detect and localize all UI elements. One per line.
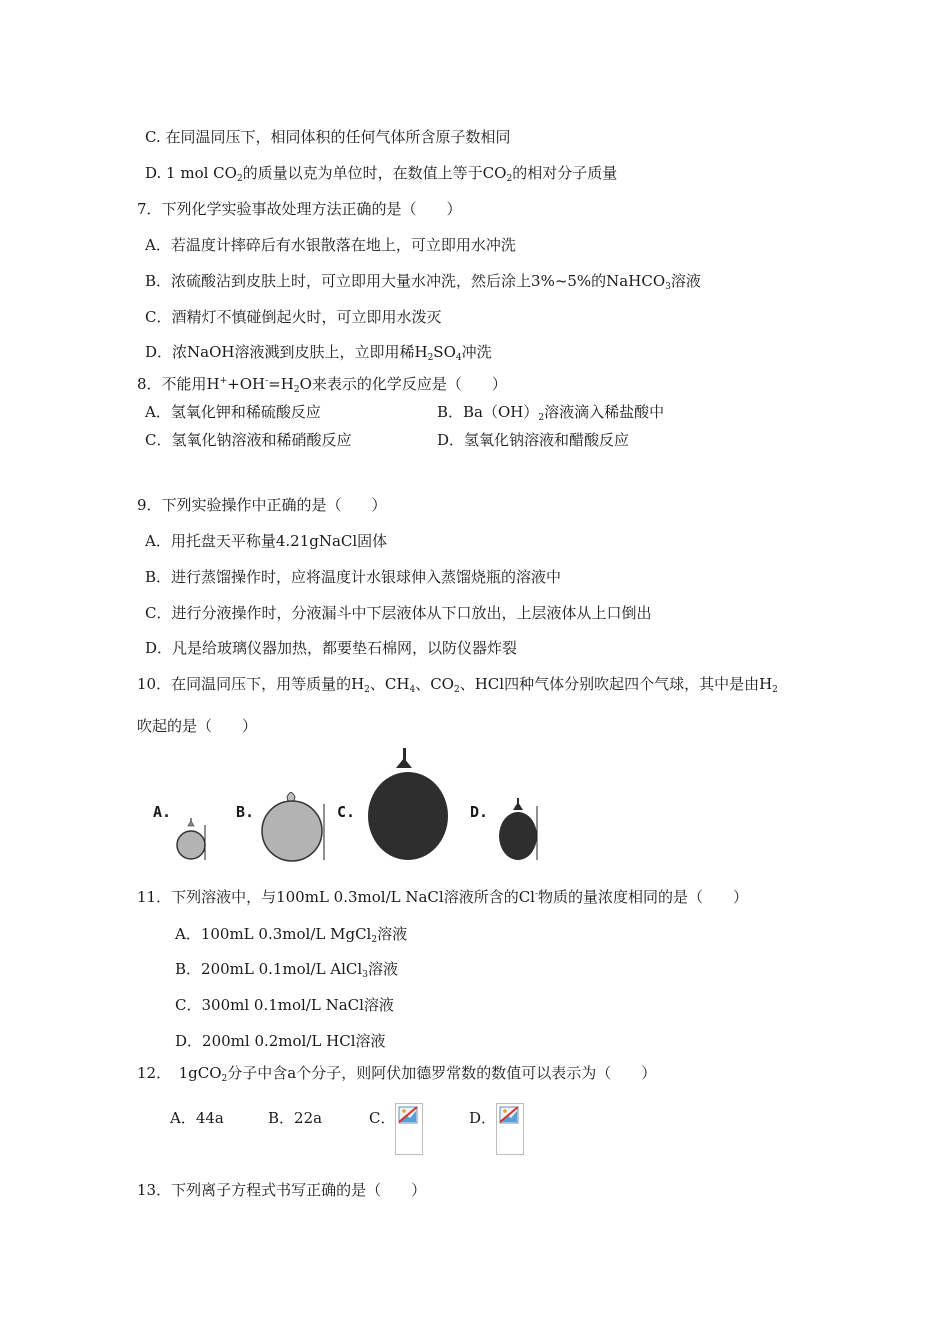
balloon-d <box>499 798 537 860</box>
q9-option-a: A．用托盘天平称量4.21gNaCl固体 <box>145 532 388 550</box>
q7-stem: 7．下列化学实验事故处理方法正确的是（ ） <box>137 200 462 218</box>
q9-option-d: D．凡是给玻璃仪器加热，都要垫石棉网，以防仪器炸裂 <box>145 639 518 657</box>
q11-option-d: D．200ml 0.2mol/L HCl溶液 <box>175 1032 386 1050</box>
q6-option-d: D. 1 mol $CO_2$的质量以克为单位时，在数值上等于$CO_2$的相对分子质量 <box>145 164 618 184</box>
q9-stem: 9．下列实验操作中正确的是（ ） <box>137 496 387 514</box>
q8-option-d: D．氢氧化钠溶液和醋酸反应 <box>437 431 630 449</box>
q13-stem: 13．下列离子方程式书写正确的是（ ） <box>137 1181 427 1199</box>
q7-option-b: B．浓硫酸沾到皮肤上时，可立即用大量水冲洗，然后涂上3%~5%的NaHCO$_3$溶液 <box>145 272 701 292</box>
q10-stem-line2: 吹起的是（ ） <box>137 717 258 735</box>
q9-option-c: C．进行分液操作时，分液漏斗中下层液体从下口放出，上层液体从上口倒出 <box>145 604 652 622</box>
q11-option-a: A．100mL 0.3mol/L MgCl$_2$溶液 <box>175 925 408 945</box>
balloon-a <box>177 818 205 860</box>
balloon-c <box>368 748 448 860</box>
q12-option-a: A．44a <box>170 1109 224 1127</box>
q7-option-a: A．若温度计摔碎后有水银散落在地上，可立即用水冲洗 <box>145 236 516 254</box>
q11-stem: 11．下列溶液中，与100mL 0.3mol/L NaCl溶液所含的Cl-物质的量浓度相同的是（ ） <box>137 888 749 906</box>
balloons-figure <box>0 740 950 870</box>
q12-stem: 12． 1gCO$_2$分子中含a个分子，则阿伏加德罗常数的数值可以表示为（ ） <box>137 1064 657 1084</box>
balloon-label-c: C. <box>337 803 356 821</box>
q12-option-c: C． <box>369 1109 396 1127</box>
q7-option-c: C．酒精灯不慎碰倒起火时，可立即用水泼灭 <box>145 308 442 326</box>
q8-option-b: B．$Ba(OH)_2$溶液滴入稀盐酸中 <box>437 403 665 423</box>
q6-option-c: C. 在同温同压下，相同体积的任何气体所含原子数相同 <box>145 128 511 146</box>
balloon-label-a: A. <box>153 803 172 821</box>
q7-option-d: D．浓NaOH溶液溅到皮肤上，立即用稀$H_2SO_4$冲洗 <box>145 343 492 363</box>
q8-option-c: C．氢氧化钠溶液和稀硝酸反应 <box>145 431 352 449</box>
q8-option-a: A．氢氧化钾和稀硫酸反应 <box>145 403 321 421</box>
q8-stem: 8．不能用$H^++OH^-=H_2O$来表示的化学反应是（ ） <box>137 375 507 395</box>
balloon-b <box>262 793 324 862</box>
q12-option-d: D． <box>469 1109 497 1127</box>
q11-option-c: C．300ml 0.1mol/L NaCl溶液 <box>175 996 394 1014</box>
q11-option-b: B．200mL 0.1mol/L AlCl$_3$溶液 <box>175 960 398 980</box>
q10-stem: 10．在同温同压下，用等质量的$H_2$、$CH_4$、$CO_2$、HCl四种气体分别吹起四个气球，其中是由$H_2$ <box>137 675 778 695</box>
q9-option-b: B．进行蒸馏操作时，应将温度计水银球伸入蒸馏烧瓶的溶液中 <box>145 568 562 586</box>
balloon-label-d: D. <box>470 803 489 821</box>
broken-image-icon <box>395 1103 423 1155</box>
q12-option-b: B．22a <box>268 1109 323 1127</box>
balloon-label-b: B. <box>236 803 255 821</box>
broken-image-icon <box>496 1103 524 1155</box>
